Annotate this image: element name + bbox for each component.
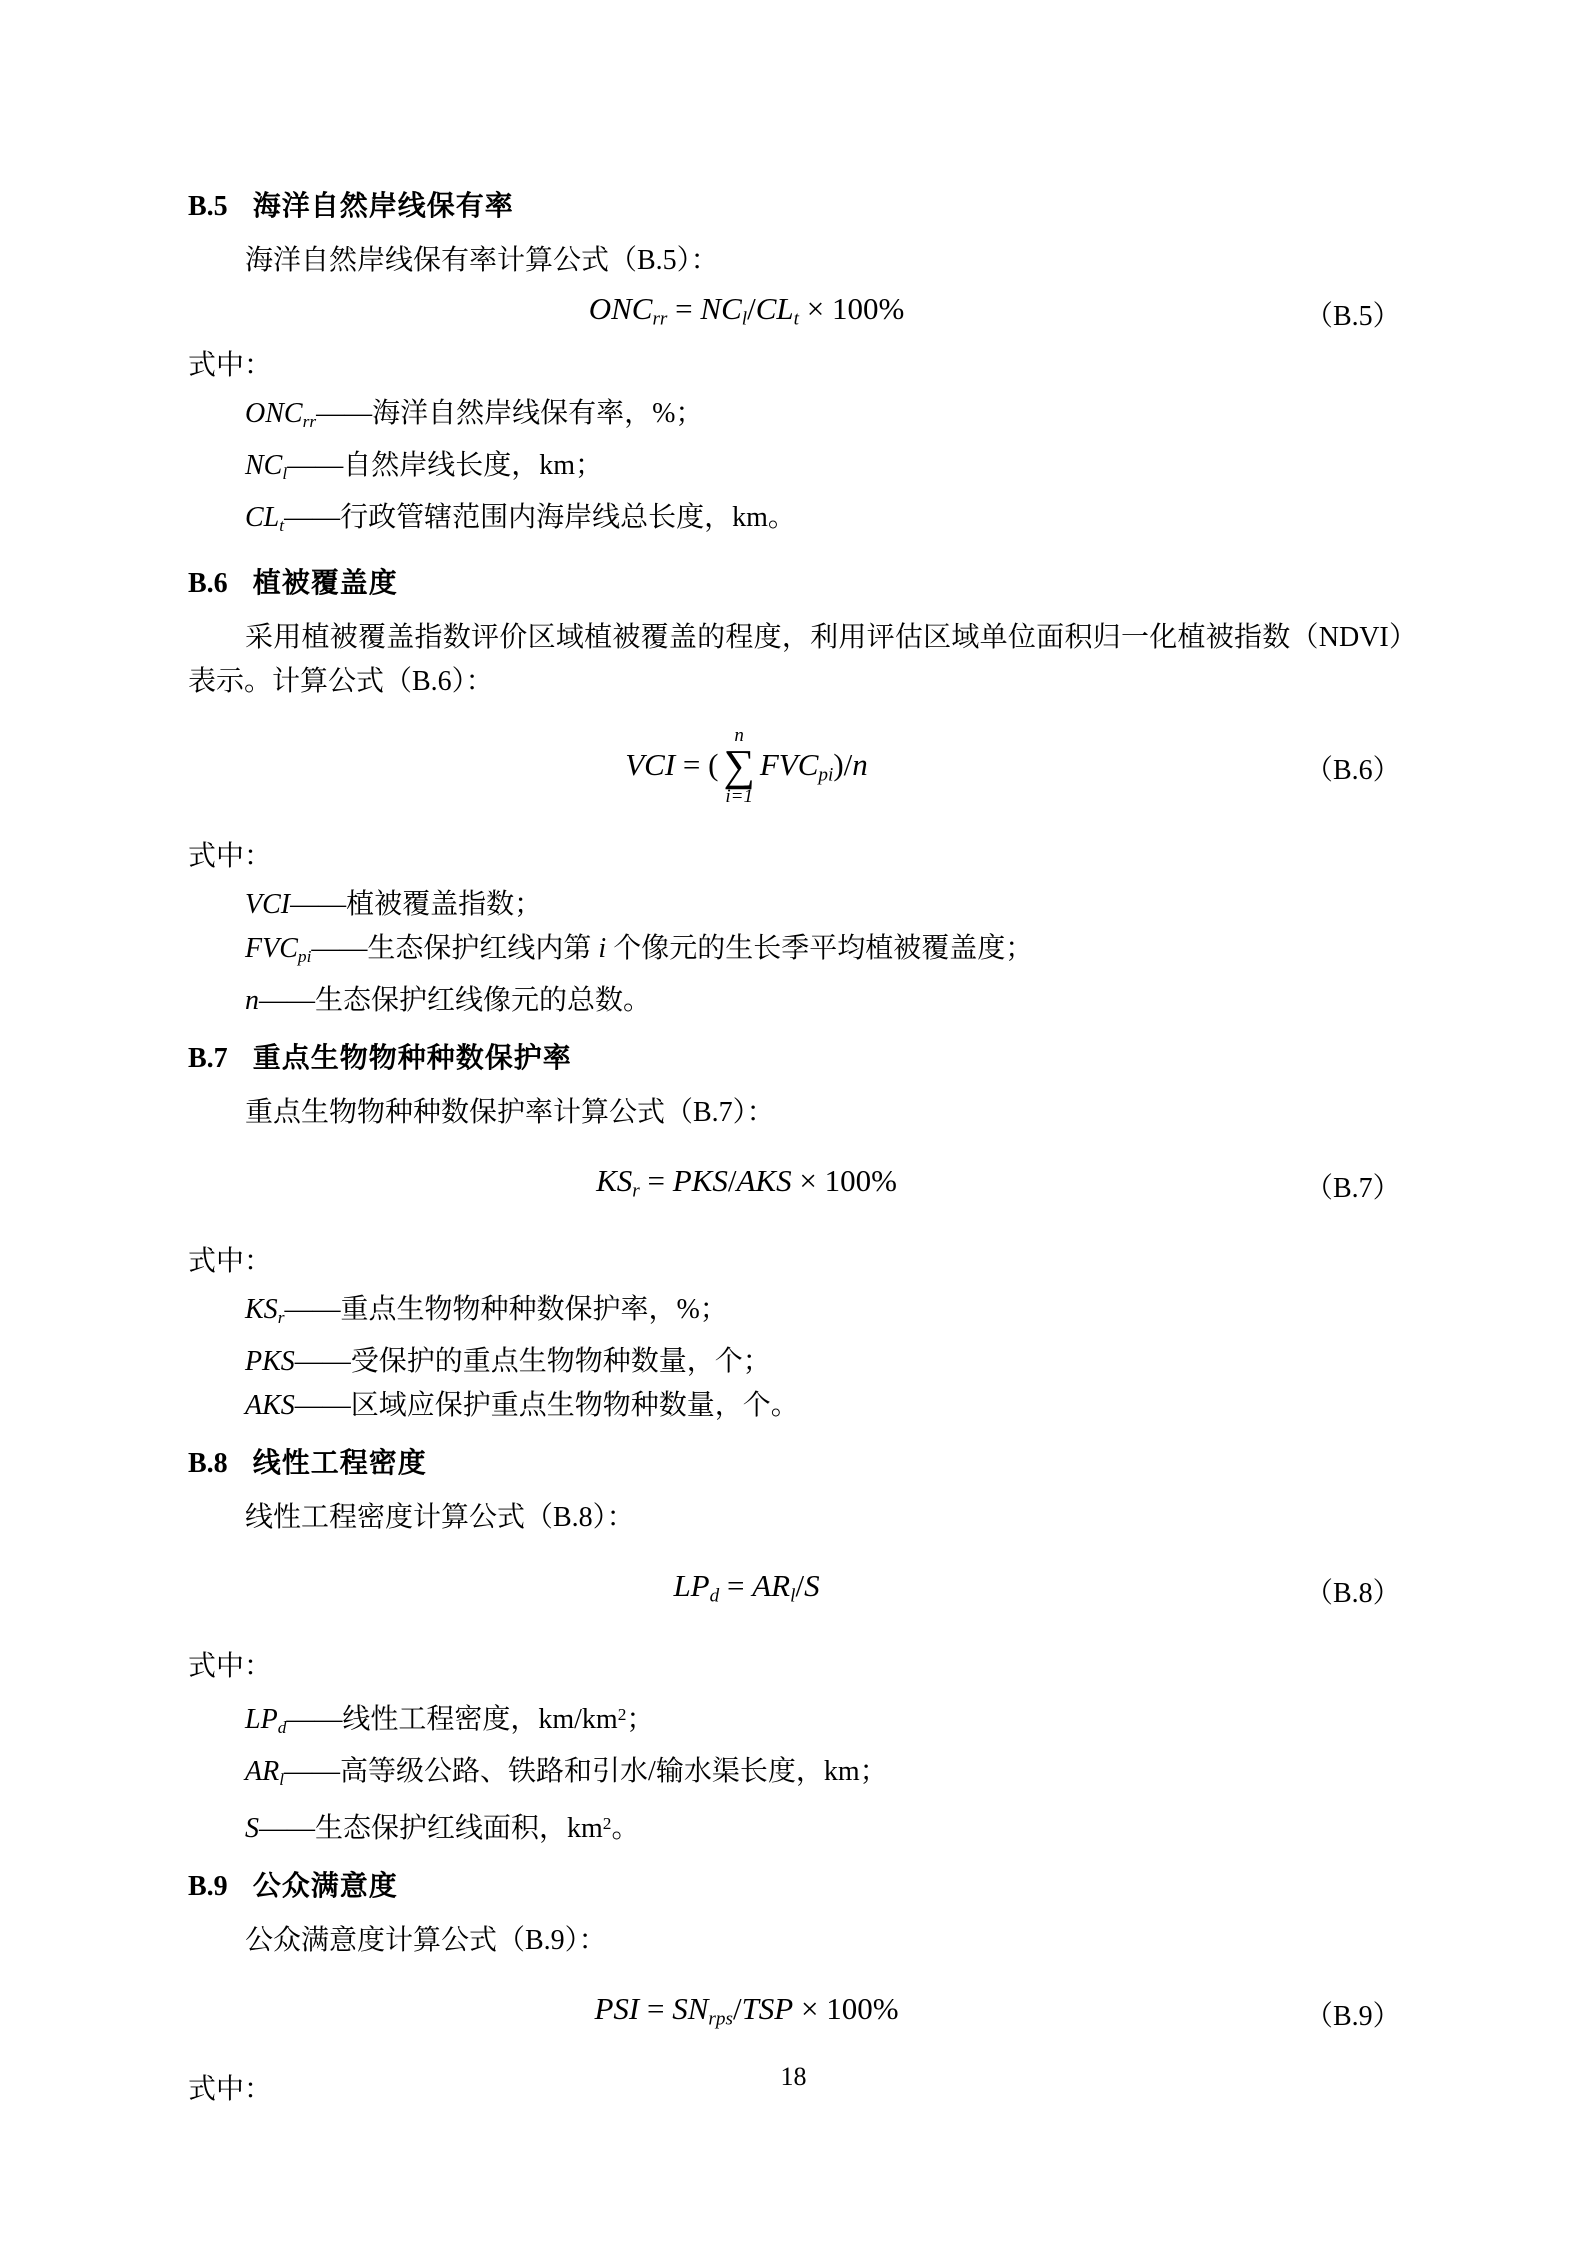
- sections: [188, 186, 1417, 2111]
- definition-text: [295, 1346, 771, 1377]
- formula-row: [188, 1564, 1417, 1618]
- formula-number: （B.9）: [1305, 2000, 1401, 2032]
- math-token: PKS: [245, 1345, 295, 1377]
- math-token: PKS: [672, 1162, 728, 1198]
- math-token: FVC: [759, 746, 819, 782]
- section-title: 公众满意度: [252, 1869, 398, 1901]
- section-number: B.8: [188, 1447, 228, 1479]
- section-title: 植被覆盖度: [252, 566, 398, 598]
- formula-number: （B.8）: [1305, 1578, 1401, 1610]
- definition-text: [284, 502, 796, 533]
- math-token: × 100%: [791, 1162, 897, 1198]
- math-token: ——受保护的重点生物物种数量，个；: [294, 1345, 771, 1377]
- definition-text: [284, 1756, 888, 1787]
- section-intro: [188, 1496, 1417, 1540]
- definition-text: [259, 985, 651, 1016]
- section-intro: [188, 1091, 1417, 1135]
- math-subscript: l: [279, 1769, 285, 1789]
- formula-row: [188, 1159, 1417, 1213]
- math-token: ——线性工程密度，km/km: [286, 1704, 618, 1736]
- math-token: 个像元的生长季平均植被覆盖度；: [606, 932, 1034, 964]
- math-token: =: [719, 1567, 753, 1603]
- sum-bot: i=1: [725, 785, 753, 807]
- math-token: KS: [596, 1162, 633, 1198]
- definition-symbol: [245, 933, 311, 964]
- math-token: × 100%: [793, 1990, 899, 2026]
- section-heading: [188, 1443, 1417, 1484]
- definition-item: [188, 1289, 1417, 1339]
- math-token: LP: [245, 1704, 278, 1736]
- definition-text: [287, 450, 603, 481]
- where-label: 式中：: [188, 840, 273, 872]
- math-subscript: l: [790, 1585, 796, 1607]
- where-label: 式中：: [188, 2073, 273, 2105]
- definition-symbol: [245, 1346, 295, 1377]
- math-token: TSP: [741, 1990, 794, 2026]
- math-token: ——重点生物物种种数保护率，%；: [284, 1293, 728, 1325]
- math-token: n: [245, 984, 259, 1016]
- formula: [594, 1987, 898, 2041]
- section-number: B.9: [188, 1870, 228, 1902]
- math-token: CL: [245, 502, 280, 534]
- definition-text: [295, 1390, 799, 1421]
- math-token: i: [598, 932, 607, 964]
- math-subscript: r: [632, 1179, 640, 1201]
- definitions-list: [188, 884, 1417, 1022]
- formula: [596, 1159, 897, 1213]
- math-token: ——行政管辖范围内海岸线总长度，km。: [284, 502, 796, 534]
- math-token: ——植被覆盖指数；: [290, 888, 543, 920]
- math-subscript: l: [741, 308, 748, 330]
- math-token: /: [747, 291, 756, 326]
- definition-item: [188, 1751, 1417, 1801]
- math-token: NC: [700, 291, 742, 326]
- math-token: VCI: [245, 888, 291, 920]
- math-subscript: pi: [297, 946, 312, 966]
- math-token: = (: [675, 746, 719, 782]
- section-b6: [188, 563, 1417, 1022]
- definition-item: [188, 445, 1417, 495]
- math-token: )/: [833, 746, 853, 782]
- definition-text: [286, 1704, 654, 1735]
- formula: [589, 287, 905, 341]
- math-token: ——生态保护红线面积，km: [259, 1812, 603, 1844]
- definition-item: [188, 1803, 1417, 1850]
- math-subscript: rps: [708, 2007, 733, 2029]
- math-token: AR: [752, 1567, 791, 1603]
- definition-text: [311, 933, 1033, 964]
- formula-row: [188, 1987, 1417, 2041]
- sum-sigma: ∑: [723, 740, 755, 790]
- section-b8: [188, 1443, 1417, 1850]
- math-token: /: [795, 1567, 805, 1603]
- section-title: 海洋自然岸线保有率: [252, 190, 514, 221]
- math-token: =: [667, 291, 701, 326]
- definition-symbol: [245, 1704, 286, 1735]
- math-token: ——自然岸线长度，km；: [287, 450, 603, 482]
- math-subscript: d: [709, 1585, 720, 1607]
- summation-symbol: [723, 726, 754, 806]
- definition-item: [188, 1341, 1417, 1383]
- math-token: AKS: [245, 1389, 295, 1421]
- definition-symbol: [245, 985, 259, 1016]
- where-label: 式中：: [188, 350, 273, 382]
- math-subscript: rr: [302, 412, 317, 432]
- math-token: CL: [755, 291, 794, 326]
- section-title: 线性工程密度: [252, 1446, 427, 1478]
- definitions-list: [188, 1289, 1417, 1427]
- math-superscript: 2: [602, 1813, 612, 1833]
- intro-paragraph: 海洋自然岸线保有率计算公式（B.5）：: [245, 245, 719, 276]
- page-number: 18: [780, 2062, 807, 2091]
- math-token: PSI: [594, 1990, 640, 2026]
- math-token: /: [727, 1162, 737, 1198]
- math-token: NC: [245, 450, 283, 482]
- definition-item: [188, 928, 1417, 978]
- definition-item: [188, 884, 1417, 926]
- math-token: ——高等级公路、铁路和引水/输水渠长度，km；: [284, 1755, 888, 1787]
- definition-text: [259, 1813, 639, 1844]
- intro-paragraph: 采用植被覆盖指数评价区域植被覆盖的程度，利用评估区域单位面积归一化植被指数（NDVI）表示。计算公式（B.6）：: [188, 621, 1417, 697]
- definition-symbol: [245, 398, 317, 432]
- math-token: ——海洋自然岸线保有率，%；: [316, 398, 704, 430]
- definition-symbol: [245, 1813, 259, 1844]
- formula-number: （B.6）: [1305, 754, 1401, 786]
- math-token: S: [245, 1812, 259, 1844]
- section-heading: [188, 186, 1417, 227]
- section-intro: [188, 239, 1417, 283]
- math-subscript: rr: [652, 308, 668, 330]
- section-intro: [188, 616, 1417, 704]
- math-token: ——生态保护红线像元的总数。: [259, 984, 652, 1016]
- where-label: 式中：: [188, 1651, 273, 1683]
- math-token: 。: [611, 1812, 640, 1844]
- definition-text: [284, 1294, 727, 1325]
- math-token: /: [732, 1990, 742, 2026]
- math-token: VCI: [625, 746, 676, 782]
- math-token: ——生态保护红线内第: [311, 932, 599, 964]
- definition-item: [188, 980, 1417, 1022]
- formula: [673, 1564, 819, 1618]
- math-token: FVC: [245, 932, 298, 964]
- sum-top: n: [734, 724, 744, 746]
- section-title: 重点生物物种种数保护率: [252, 1041, 572, 1073]
- definition-text: [316, 398, 703, 429]
- definition-item: [188, 393, 1417, 443]
- definition-symbol: [245, 1390, 295, 1421]
- definition-symbol: [245, 1756, 284, 1787]
- definition-text: [290, 889, 542, 920]
- math-subscript: t: [793, 308, 799, 330]
- section-number: B.5: [188, 191, 228, 222]
- definitions-list: [188, 393, 1417, 547]
- where-label: 式中：: [188, 1245, 273, 1277]
- math-token: LP: [673, 1567, 710, 1603]
- math-subscript: d: [277, 1717, 287, 1737]
- formula-row: [188, 287, 1417, 341]
- math-token: =: [639, 1990, 673, 2026]
- definition-symbol: [245, 1294, 284, 1325]
- intro-paragraph: 重点生物物种种数保护率计算公式（B.7）：: [245, 1096, 775, 1128]
- math-token: ；: [626, 1704, 655, 1736]
- section-b7: [188, 1038, 1417, 1427]
- intro-paragraph: 线性工程密度计算公式（B.8）：: [245, 1501, 635, 1533]
- math-subscript: t: [279, 515, 285, 535]
- intro-paragraph: 公众满意度计算公式（B.9）：: [245, 1924, 607, 1956]
- section-b5: [188, 186, 1417, 547]
- math-subscript: r: [277, 1307, 285, 1327]
- math-token: S: [804, 1567, 820, 1603]
- math-subscript: pi: [818, 764, 834, 786]
- definitions-list: [188, 1694, 1417, 1849]
- section-heading: [188, 1866, 1417, 1907]
- formula-row: [188, 724, 1417, 808]
- math-token: ONC: [588, 291, 653, 326]
- section-heading: [188, 1038, 1417, 1079]
- formula: [625, 724, 868, 808]
- section-intro: [188, 1919, 1417, 1963]
- definition-item: [188, 1694, 1417, 1749]
- math-token: =: [639, 1162, 673, 1198]
- math-token: n: [852, 746, 868, 782]
- definition-symbol: [245, 502, 284, 533]
- math-subscript: l: [282, 464, 288, 484]
- math-token: AKS: [736, 1162, 792, 1198]
- math-token: AR: [245, 1755, 280, 1787]
- definition-item: [188, 1385, 1417, 1427]
- math-token: ——区域应保护重点生物物种数量，个。: [294, 1389, 799, 1421]
- section-number: B.6: [188, 567, 228, 599]
- math-token: ONC: [245, 398, 303, 430]
- math-token: SN: [672, 1990, 709, 2026]
- section-heading: [188, 563, 1417, 604]
- formula-number: （B.7）: [1305, 1172, 1401, 1204]
- definition-symbol: [245, 450, 288, 484]
- definition-item: [188, 497, 1417, 547]
- math-token: KS: [245, 1293, 278, 1325]
- math-token: × 100%: [798, 291, 905, 326]
- formula-number: （B.5）: [1305, 301, 1401, 333]
- math-superscript: 2: [617, 1705, 627, 1725]
- definition-symbol: [245, 889, 290, 920]
- section-number: B.7: [188, 1042, 228, 1074]
